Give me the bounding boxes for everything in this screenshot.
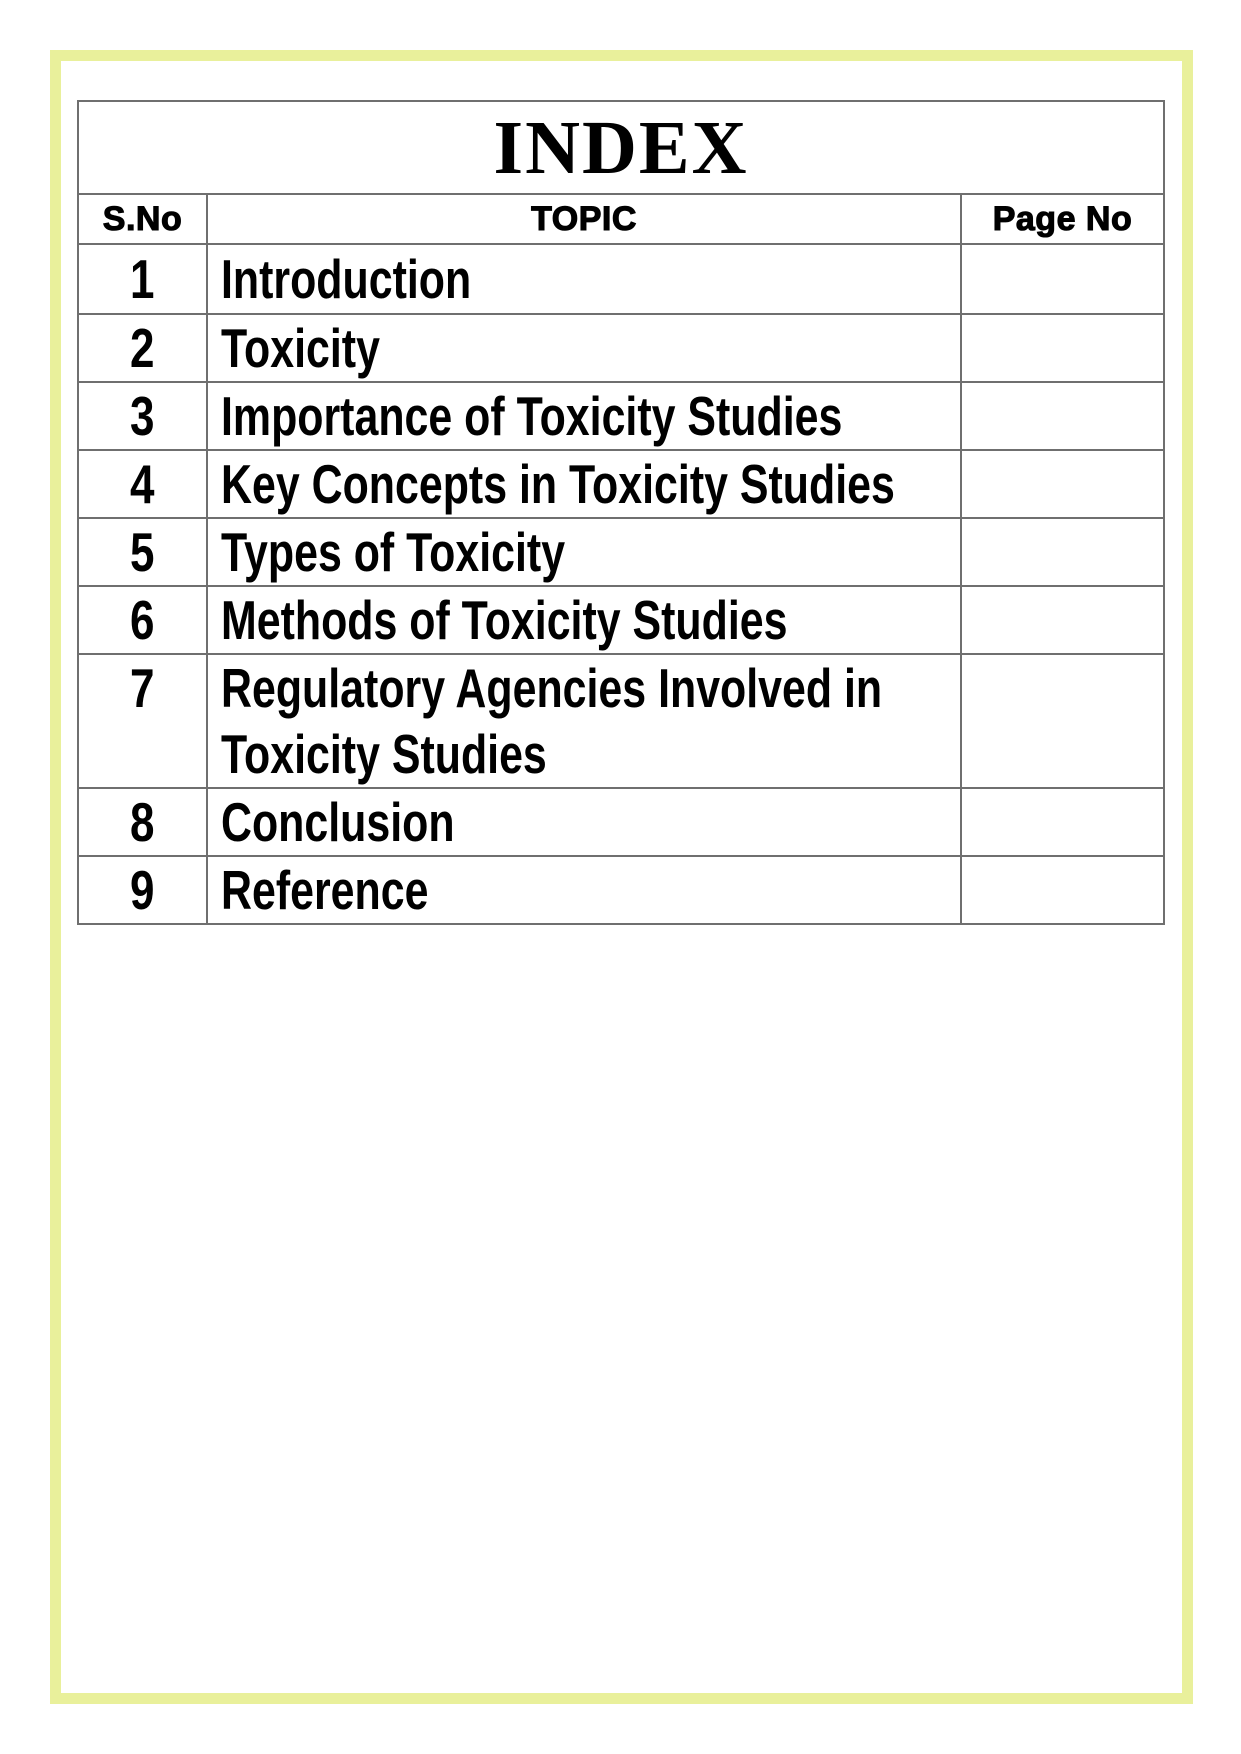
table-header-row <box>78 194 1164 244</box>
row-number: 1 <box>130 248 155 310</box>
topic-cell <box>207 314 961 382</box>
page-number-cell <box>961 450 1164 518</box>
row-number-cell <box>78 518 207 586</box>
topic-text: Conclusion <box>221 791 455 853</box>
table-row <box>78 518 1164 586</box>
page-number-cell <box>961 518 1164 586</box>
row-number: 5 <box>130 521 155 583</box>
table-title-row <box>78 101 1164 194</box>
row-number: 6 <box>130 589 155 651</box>
topic-text: Reference <box>221 859 429 921</box>
row-number-cell <box>78 450 207 518</box>
column-header-topic: TOPIC <box>207 194 961 244</box>
page-number-cell <box>961 856 1164 924</box>
row-number-cell <box>78 856 207 924</box>
row-number: 2 <box>130 317 155 379</box>
topic-cell <box>207 654 961 788</box>
page-number-cell <box>961 788 1164 856</box>
page-number-cell <box>961 314 1164 382</box>
row-number: 8 <box>130 791 155 853</box>
table-row <box>78 244 1164 314</box>
column-header-sno: S.No <box>78 194 207 244</box>
page-title: INDEX <box>78 101 1164 194</box>
row-number-cell <box>78 788 207 856</box>
topic-text: Importance of Toxicity Studies <box>221 385 843 447</box>
topic-cell <box>207 244 961 314</box>
table-row <box>78 450 1164 518</box>
topic-cell <box>207 450 961 518</box>
topic-text: Introduction <box>221 248 472 310</box>
page-number-cell <box>961 654 1164 788</box>
table-row <box>78 382 1164 450</box>
topic-cell <box>207 518 961 586</box>
row-number: 3 <box>130 385 155 447</box>
table-row <box>78 586 1164 654</box>
topic-text: Regulatory Agencies Involved in Toxicity Studies <box>221 657 883 785</box>
row-number: 9 <box>130 859 155 921</box>
table-row <box>78 654 1164 788</box>
topic-cell <box>207 586 961 654</box>
table-row <box>78 788 1164 856</box>
row-number-cell <box>78 314 207 382</box>
topic-cell <box>207 382 961 450</box>
table-row <box>78 856 1164 924</box>
row-number-cell <box>78 654 207 788</box>
topic-text: Toxicity <box>221 317 380 379</box>
row-number: 7 <box>130 657 155 719</box>
index-table <box>77 100 1165 925</box>
row-number-cell <box>78 586 207 654</box>
topic-text: Methods of Toxicity Studies <box>221 589 788 651</box>
row-number-cell <box>78 244 207 314</box>
row-number: 4 <box>130 453 155 515</box>
topic-cell <box>207 788 961 856</box>
page-number-cell <box>961 244 1164 314</box>
topic-cell <box>207 856 961 924</box>
column-header-page-no: Page No <box>961 194 1164 244</box>
topic-text: Key Concepts in Toxicity Studies <box>221 453 895 515</box>
table-row <box>78 314 1164 382</box>
page-number-cell <box>961 382 1164 450</box>
page-number-cell <box>961 586 1164 654</box>
row-number-cell <box>78 382 207 450</box>
topic-text: Types of Toxicity <box>221 521 566 583</box>
